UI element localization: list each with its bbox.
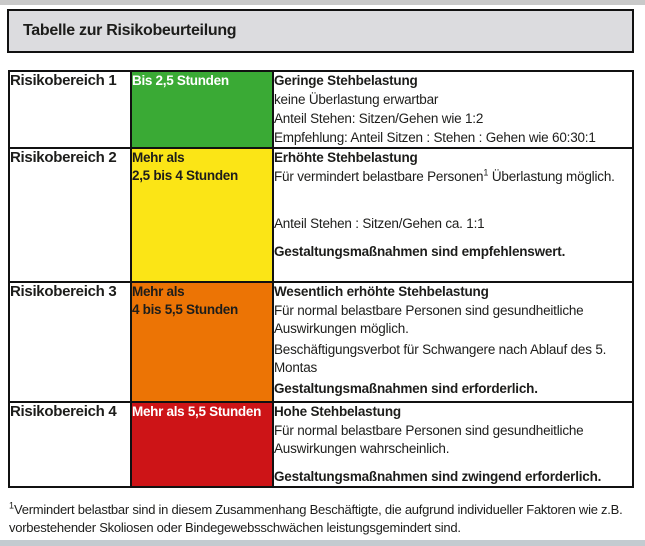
desc-line: keine Überlastung erwartbar [274,92,439,107]
desc-heading: Geringe Stehbelastung [274,73,418,88]
description-cell [273,148,633,282]
description-cell [273,402,633,487]
desc-line: Anteil Stehen: Sitzen/Gehen wie 1:2 [274,111,484,126]
footnote [9,501,635,537]
table-row-risikobereich-1 [9,71,633,148]
action-line: Gestaltungsmaßnahmen sind empfehlenswert. [274,244,566,259]
table-row-risikobereich-2 [9,148,633,282]
duration-text: 4 bis 5,5 Stunden [132,302,238,317]
risk-area-cell [9,71,131,148]
risk-area-cell [9,148,131,282]
footnote-text: Vermindert belastbar sind in diesem Zusammenhang Beschäftigte, die aufgrund individueller Faktoren wie z.B. vorbestehender Skoliosen oder Bindegewebsschwächen leistungsgemindert sind. [9,502,623,535]
table-row-risikobereich-3 [9,282,633,402]
desc-line-text: Für vermindert belastbare Personen [274,169,484,184]
duration-text: Mehr als 5,5 Stunden [132,404,262,419]
duration-cell-yellow [131,148,273,282]
duration-cell-orange [131,282,273,402]
bottom-edge-strip [0,540,645,546]
action-line: Gestaltungsmaßnahmen sind zwingend erforderlich. [274,469,602,484]
risk-area-label: Risikobereich 1 [10,72,117,89]
duration-text: 2,5 bis 4 Stunden [132,168,238,183]
description-cell [273,71,633,148]
desc-line: Beschäftigungsverbot für Schwangere nach Ablauf des 5. Montas [274,342,607,375]
desc-line: Für normal belastbare Personen sind gesundheitliche Auswirkungen wahrscheinlich. [274,423,584,456]
duration-text: Mehr als [132,150,185,165]
table-row-risikobereich-4 [9,402,633,487]
risk-area-cell [9,402,131,487]
risk-area-cell [9,282,131,402]
desc-heading: Hohe Stehbelastung [274,404,401,419]
desc-heading: Wesentlich erhöhte Stehbelastung [274,284,489,299]
duration-cell-green [131,71,273,148]
risk-table [8,70,634,488]
risk-area-label: Risikobereich 3 [10,283,117,300]
footnote-ref-marker: 1 [483,167,489,178]
desc-heading: Erhöhte Stehbelastung [274,150,418,165]
top-edge-strip [0,0,645,5]
risk-area-label: Risikobereich 4 [10,403,117,420]
page-title: Tabelle zur Risikobeurteilung [23,22,237,39]
duration-text: Bis 2,5 Stunden [132,73,229,88]
page-title-bar [7,9,634,53]
desc-line: Für normal belastbare Personen sind gesundheitliche Auswirkungen möglich. [274,303,584,336]
description-cell [273,282,633,402]
footnote-sup-marker: 1 [9,500,15,511]
desc-line: Empfehlung: Anteil Sitzen : Stehen : Gehen wie 60:30:1 [274,130,596,145]
desc-line: Anteil Stehen : Sitzen/Gehen ca. 1:1 [274,216,485,231]
duration-cell-red [131,402,273,487]
duration-text: Mehr als [132,284,185,299]
desc-line-text: Überlastung möglich. [488,169,615,184]
risk-area-label: Risikobereich 2 [10,149,117,166]
desc-line [274,168,632,186]
action-line: Gestaltungsmaßnahmen sind erforderlich. [274,381,538,396]
